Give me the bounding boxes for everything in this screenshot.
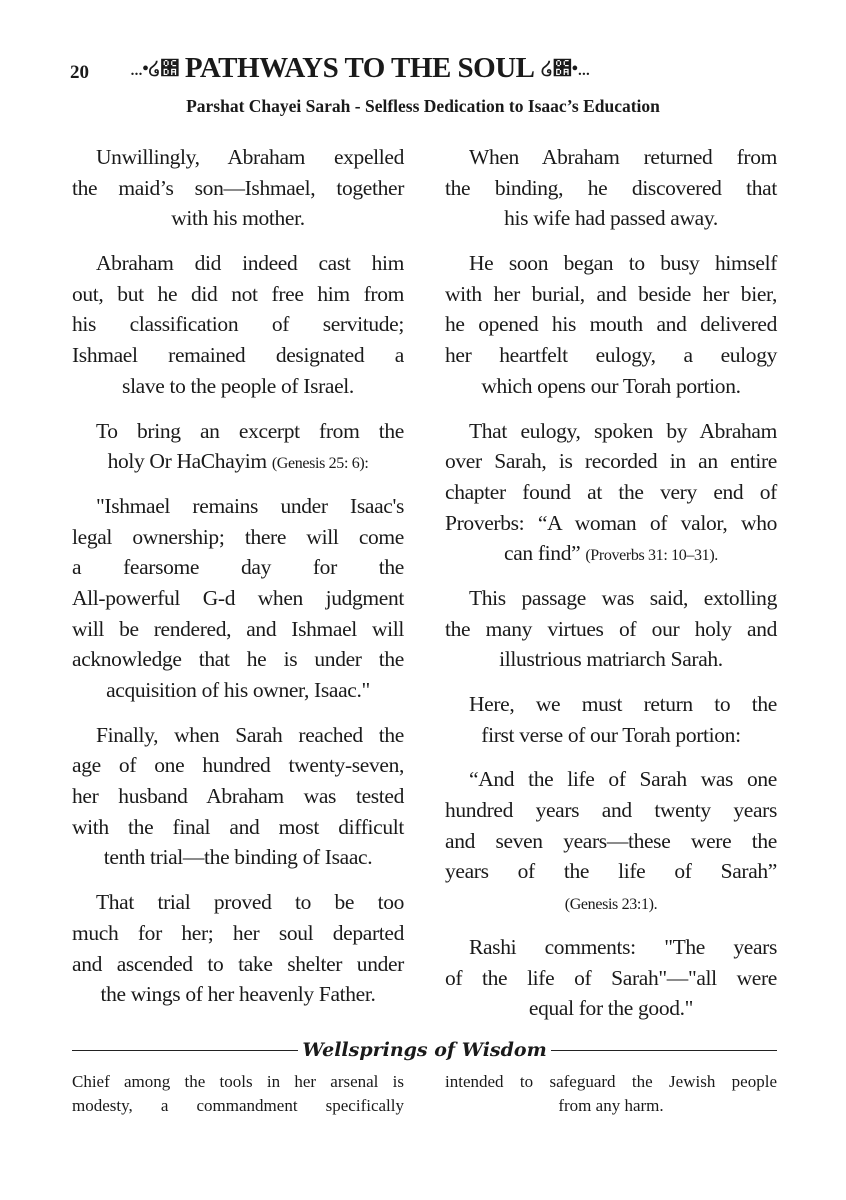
text-line bbox=[445, 538, 777, 569]
line-text: with his mother. bbox=[171, 206, 305, 231]
text-line bbox=[445, 993, 777, 1024]
line-text: years of the life of Sarah” bbox=[445, 859, 777, 884]
text-line bbox=[72, 552, 404, 583]
page-number: 20 bbox=[70, 62, 89, 83]
text-line bbox=[72, 675, 404, 706]
text-line bbox=[72, 644, 404, 675]
line-text: a fearsome day for the bbox=[72, 555, 404, 580]
line-text: chapter found at the very end of bbox=[445, 479, 777, 504]
text-line bbox=[445, 932, 777, 963]
line-text: his wife had passed away. bbox=[504, 206, 718, 231]
line-text: This passage was said, extolling bbox=[469, 585, 777, 610]
text-line bbox=[72, 203, 404, 234]
line-text: That trial proved to be too bbox=[96, 890, 404, 915]
text-line bbox=[445, 248, 777, 279]
line-text: Unwillingly, Abraham expelled bbox=[96, 145, 404, 169]
line-text: her heartfelt eulogy, a eulogy bbox=[445, 343, 777, 368]
verse-reference: (Genesis 23:1). bbox=[564, 896, 658, 914]
line-text: holy Or HaChayim bbox=[107, 449, 272, 474]
text-line bbox=[445, 720, 777, 751]
text-line bbox=[445, 764, 777, 795]
text-line bbox=[72, 279, 404, 310]
paragraph bbox=[72, 142, 404, 234]
line-text: equal for the good." bbox=[528, 996, 694, 1021]
line-text: his classification of servitude; bbox=[72, 312, 404, 337]
text-line bbox=[445, 340, 777, 371]
paragraph bbox=[445, 764, 777, 917]
text-line bbox=[445, 583, 777, 614]
line-text: and ascended to take shelter under bbox=[72, 951, 404, 976]
line-text: Rashi comments: "The years bbox=[469, 934, 777, 959]
line-text: over Sarah, is recorded in an entire bbox=[445, 449, 777, 474]
line-text: acknowledge that he is under the bbox=[72, 647, 404, 672]
ornament-left-icon: ...•໒೚ bbox=[130, 58, 179, 80]
verse-reference: (Proverbs 31: 10–31). bbox=[585, 547, 718, 565]
footer-line: Chief among the tools in her arsenal is bbox=[72, 1072, 404, 1091]
left-column bbox=[72, 142, 404, 1024]
paragraph bbox=[72, 416, 404, 477]
line-text: will be rendered, and Ishmael will bbox=[72, 616, 404, 641]
text-line bbox=[445, 508, 777, 539]
footer-line: intended to safeguard the Jewish people bbox=[445, 1072, 777, 1091]
text-line bbox=[445, 856, 777, 887]
line-text: "Ishmael remains under Isaac's bbox=[96, 493, 404, 518]
paragraph bbox=[445, 689, 777, 750]
text-line bbox=[72, 781, 404, 812]
line-text: the many virtues of our holy and bbox=[445, 616, 777, 641]
text-line bbox=[72, 887, 404, 918]
footer-left-column bbox=[72, 1070, 404, 1118]
divider-rule bbox=[72, 1050, 298, 1051]
text-line bbox=[72, 491, 404, 522]
line-text: of the life of Sarah"—"all were bbox=[445, 965, 777, 990]
text-line bbox=[72, 979, 404, 1010]
paragraph bbox=[445, 142, 777, 234]
book-title: PATHWAYS TO THE SOUL bbox=[184, 52, 535, 84]
line-text: acquisition of his owner, Isaac." bbox=[106, 678, 370, 702]
line-text: much for her; her soul departed bbox=[72, 920, 404, 945]
section-divider bbox=[72, 1038, 777, 1062]
divider-rule bbox=[551, 1050, 777, 1051]
line-text: Here, we must return to the bbox=[469, 692, 777, 716]
line-text: Ishmael remained designated a bbox=[72, 343, 404, 368]
text-line bbox=[445, 887, 777, 918]
text-line bbox=[72, 416, 404, 447]
text-line bbox=[445, 142, 777, 173]
line-text: with the final and most difficult bbox=[72, 814, 404, 839]
text-line bbox=[72, 340, 404, 371]
text-line bbox=[445, 173, 777, 204]
text-line bbox=[445, 826, 777, 857]
running-title bbox=[130, 52, 730, 85]
paragraph bbox=[445, 932, 777, 1024]
text-line bbox=[72, 173, 404, 204]
right-column bbox=[445, 142, 777, 1038]
line-text: That eulogy, spoken by Abraham bbox=[469, 418, 777, 443]
paragraph bbox=[72, 887, 404, 1010]
footer-right-column bbox=[445, 1070, 777, 1118]
line-text: her husband Abraham was tested bbox=[72, 784, 404, 809]
text-line bbox=[445, 795, 777, 826]
section-title: Wellsprings of Wisdom bbox=[302, 1039, 547, 1061]
text-line bbox=[72, 614, 404, 645]
line-text: the maid’s son—Ishmael, together bbox=[72, 175, 404, 200]
text-line bbox=[72, 142, 404, 173]
text-line bbox=[72, 812, 404, 843]
text-line bbox=[445, 446, 777, 477]
text-line bbox=[72, 446, 404, 477]
line-text: the binding, he discovered that bbox=[445, 175, 777, 200]
line-text: Finally, when Sarah reached the bbox=[96, 722, 404, 747]
text-line bbox=[445, 371, 777, 402]
line-text: he opened his mouth and delivered bbox=[445, 312, 777, 337]
text-line bbox=[445, 963, 777, 994]
line-text: Proverbs: “A woman of valor, who bbox=[445, 510, 777, 535]
line-text: age of one hundred twenty-seven, bbox=[72, 753, 404, 778]
text-line bbox=[445, 416, 777, 447]
footer-line: modesty, a commandment specifically bbox=[72, 1096, 404, 1115]
paragraph bbox=[72, 248, 404, 401]
line-text: slave to the people of Israel. bbox=[122, 373, 354, 398]
line-text: He soon began to busy himself bbox=[469, 251, 777, 276]
text-line bbox=[72, 918, 404, 949]
text-line bbox=[72, 949, 404, 980]
text-line bbox=[72, 522, 404, 553]
text-line bbox=[72, 583, 404, 614]
text-line bbox=[445, 279, 777, 310]
paragraph bbox=[445, 248, 777, 401]
verse-reference: (Genesis 25: 6): bbox=[271, 455, 369, 473]
paragraph bbox=[72, 491, 404, 706]
line-text: with her burial, and beside her bier, bbox=[445, 281, 777, 306]
paragraph bbox=[445, 583, 777, 675]
text-line bbox=[72, 248, 404, 279]
line-text: hundred years and twenty years bbox=[445, 798, 777, 823]
ornament-right-icon: ໒೚•... bbox=[540, 58, 590, 80]
line-text: the wings of her heavenly Father. bbox=[100, 982, 376, 1007]
line-text: When Abraham returned from bbox=[469, 145, 777, 169]
line-text: out, but he did not free him from bbox=[72, 281, 404, 306]
line-text: All-powerful G-d when judgment bbox=[72, 585, 404, 610]
line-text: To bring an excerpt from the bbox=[96, 418, 404, 443]
text-line bbox=[445, 644, 777, 675]
line-text: can find” bbox=[504, 541, 586, 566]
text-line bbox=[72, 371, 404, 402]
text-line bbox=[445, 309, 777, 340]
line-text: “And the life of Sarah was one bbox=[469, 767, 777, 792]
line-text: Abraham did indeed cast him bbox=[96, 251, 404, 276]
paragraph bbox=[445, 416, 777, 569]
text-line bbox=[445, 614, 777, 645]
line-text: legal ownership; there will come bbox=[72, 524, 404, 549]
line-text: first verse of our Torah portion: bbox=[481, 722, 741, 747]
line-text: and seven years—these were the bbox=[445, 828, 777, 853]
line-text: which opens our Torah portion. bbox=[481, 373, 741, 398]
text-line bbox=[72, 842, 404, 873]
text-line bbox=[72, 720, 404, 751]
text-line bbox=[445, 477, 777, 508]
text-line bbox=[72, 309, 404, 340]
line-text: tenth trial—the binding of Isaac. bbox=[103, 845, 373, 870]
line-text: illustrious matriarch Sarah. bbox=[499, 647, 723, 672]
text-line bbox=[72, 750, 404, 781]
text-line bbox=[445, 689, 777, 720]
paragraph bbox=[72, 720, 404, 873]
chapter-subtitle: Parshat Chayei Sarah - Selfless Dedication to Isaac’s Education bbox=[186, 96, 660, 116]
text-line bbox=[445, 203, 777, 234]
footer-line: from any harm. bbox=[558, 1096, 664, 1115]
